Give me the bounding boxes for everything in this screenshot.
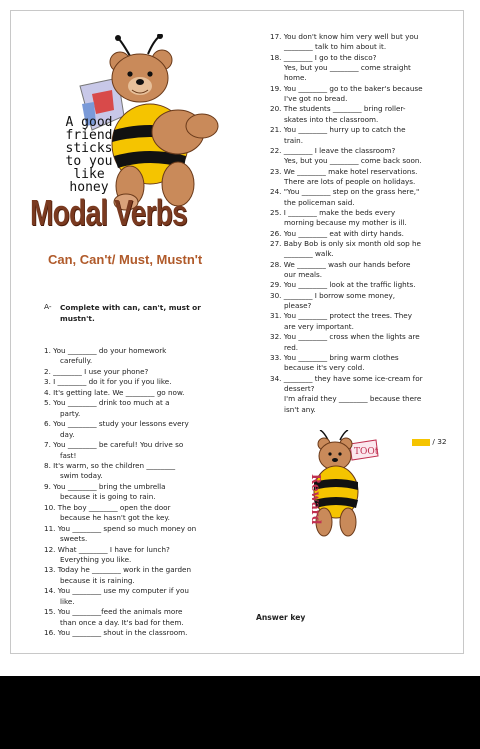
question-continuation: I've got no bread. bbox=[284, 94, 348, 104]
motto-line: A good bbox=[65, 115, 113, 130]
question-continuation: our meals. bbox=[284, 270, 323, 280]
question-continuation: Yes, but you ________ come straight bbox=[284, 63, 411, 73]
question-continuation: ________ walk. bbox=[284, 249, 334, 259]
question-line: 20. The students ________ bring roller- bbox=[270, 104, 406, 114]
question-line: 14. You ________ use my computer if you bbox=[44, 586, 189, 596]
question-continuation: train. bbox=[284, 135, 304, 145]
instruction-text: Complete with can, can't, must or mustn't. bbox=[60, 303, 201, 323]
question-line: 25. I ________ make the beds every bbox=[270, 207, 396, 217]
question-line: 16. You ________ shout in the classroom. bbox=[44, 628, 188, 638]
question-continuation: because it's very cold. bbox=[284, 363, 365, 373]
question-continuation: are very important. bbox=[284, 321, 354, 331]
question-continuation: like. bbox=[60, 596, 75, 606]
question-line: 11. You ________ spend so much money on bbox=[44, 523, 197, 533]
reward-bear-illustration bbox=[300, 430, 380, 542]
question-continuation: swim today. bbox=[60, 471, 103, 481]
question-continuation: party. bbox=[60, 408, 81, 418]
question-continuation: dessert? bbox=[284, 383, 315, 393]
motto-line: honey bbox=[69, 180, 109, 195]
question-line: 23. We ________ make hotel reservations. bbox=[270, 166, 418, 176]
question-line: 17. You don't know him very well but you bbox=[270, 32, 419, 41]
question-line: 10. The boy ________ open the door bbox=[44, 502, 171, 512]
question-line: 24. "You ________ step on the grass here," bbox=[270, 187, 420, 197]
score-blank[interactable] bbox=[412, 439, 430, 446]
question-line: 21. You ________ hurry up to catch the bbox=[270, 125, 406, 135]
question-line: 2. ________ I use your phone? bbox=[44, 366, 149, 376]
question-continuation: There are lots of people on holidays. bbox=[284, 176, 416, 186]
question-continuation: the policeman said. bbox=[284, 197, 355, 207]
motto-line: sticks bbox=[65, 141, 113, 156]
question-line: 34. ________ they have some ice-cream for bbox=[270, 373, 423, 383]
question-continuation: sweets. bbox=[60, 534, 88, 544]
question-line: 3. I ________ do it for you if you like. bbox=[44, 377, 172, 387]
question-line: 31. You ________ protect the trees. They bbox=[270, 311, 412, 321]
question-line: 12. What ________ I have for lunch? bbox=[44, 544, 170, 554]
question-line: 32. You ________ cross when the lights are bbox=[270, 332, 420, 342]
question-line: 30. ________ I borrow some money, bbox=[270, 290, 396, 300]
score-box bbox=[412, 437, 447, 446]
question-continuation: I'm afraid they ________ because there bbox=[284, 394, 422, 404]
motto-line: to you bbox=[65, 154, 113, 169]
question-line: 13. Today he ________ work in the garden bbox=[44, 565, 192, 575]
question-continuation: because he hasn't got the key. bbox=[60, 513, 170, 523]
worksheet-subtitle: Can, Can't/ Must, Mustn't bbox=[48, 252, 203, 267]
instruction-label: A- bbox=[44, 302, 52, 311]
worksheet-title: Modal Verbs bbox=[30, 192, 187, 233]
question-line: 29. You ________ look at the traffic lights. bbox=[270, 280, 416, 290]
question-continuation: carefully. bbox=[60, 356, 93, 366]
question-continuation: day. bbox=[60, 429, 75, 439]
question-continuation: fast! bbox=[60, 450, 77, 460]
question-line: 15. You ________feed the animals more bbox=[44, 607, 183, 617]
question-line: 6. You ________ study your lessons every bbox=[44, 419, 189, 429]
question-continuation: home. bbox=[284, 73, 307, 83]
question-continuation: red. bbox=[284, 342, 299, 352]
answer-key-link[interactable]: Answer key bbox=[256, 613, 306, 622]
question-continuation: because it is going to rain. bbox=[60, 492, 156, 502]
question-continuation: Yes, but you ________ come back soon. bbox=[284, 156, 422, 166]
question-line: 28. We ________ wash our hands before bbox=[270, 259, 411, 269]
question-line: 5. You ________ drink too much at a bbox=[44, 398, 170, 408]
question-line: 8. It's warm, so the children ________ bbox=[44, 460, 176, 470]
sign-text: TOOt bbox=[354, 447, 379, 457]
motto-line: friend bbox=[65, 128, 113, 143]
question-line: 18. ________ I go to the disco? bbox=[270, 52, 377, 62]
question-line: 7. You ________ be careful! You drive so bbox=[44, 440, 184, 450]
question-continuation: skates into the classroom. bbox=[284, 114, 379, 124]
question-line: 26. You ________ eat with dirty hands. bbox=[270, 228, 404, 238]
question-line: 27. Baby Bob is only six month old sop he bbox=[270, 239, 421, 248]
question-continuation: ________ talk to him about it. bbox=[284, 42, 387, 52]
question-continuation: Everything you like. bbox=[60, 555, 132, 564]
question-line: 1. You ________ do your homework bbox=[44, 346, 167, 355]
motto-text bbox=[54, 116, 124, 194]
question-line: 9. You ________ bring the umbrella bbox=[44, 481, 166, 491]
question-line: 22. ________ I leave the classroom? bbox=[270, 145, 396, 155]
question-continuation: please? bbox=[284, 301, 312, 311]
score-total: / 32 bbox=[432, 437, 447, 446]
question-continuation: morning because my mother is ill. bbox=[284, 218, 407, 228]
question-continuation: because it is raining. bbox=[60, 575, 135, 585]
question-line: 19. You ________ go to the baker's because bbox=[270, 83, 423, 93]
question-continuation: isn't any. bbox=[284, 404, 316, 414]
question-line: 4. It's getting late. We ________ go now. bbox=[44, 387, 185, 397]
motto-line: like bbox=[73, 167, 105, 182]
reward-text: Reward bbox=[309, 474, 323, 525]
question-line: 33. You ________ bring warm clothes bbox=[270, 352, 399, 362]
question-continuation: than once a day. It's bad for them. bbox=[60, 617, 184, 627]
